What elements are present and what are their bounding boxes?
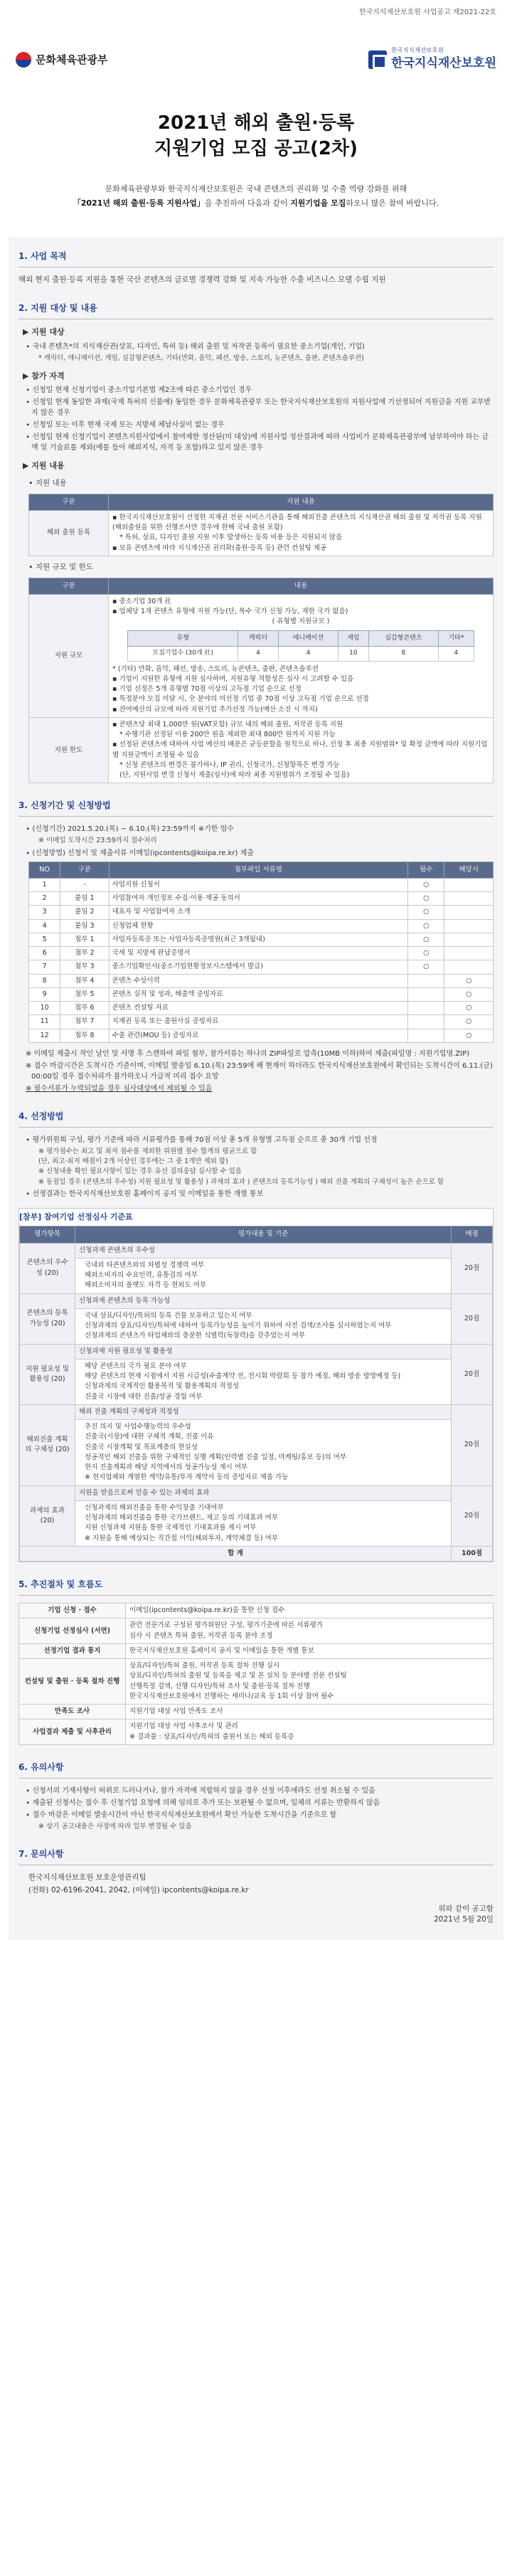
- target-item: ∙ 국내 콘텐츠*의 지식재산권(상표, 디자인, 특허 등) 해외 출원 및 저작권 등록이 필요한 중소기업(개인, 기업): [26, 342, 365, 351]
- caution-note: ※ 상기 공고내용은 사정에 따라 일부 변경될 수 있음: [38, 1822, 192, 1830]
- eval-row: [20, 1308, 493, 1344]
- eval-points: 20점: [452, 1404, 493, 1485]
- eval-criterion-heading: 지원을 받음으로써 얻을 수 있는 과제의 효과: [75, 1485, 452, 1500]
- content-subheading: ▶ 지원 내용: [23, 461, 65, 471]
- doc-no-cell: 7: [29, 960, 60, 974]
- table-header: 내용: [109, 578, 494, 594]
- contact-info[interactable]: (전화) 02-6196-2041, 2042, (이메일) ipcontents@koipa.re.kr: [28, 1885, 249, 1894]
- process-desc: 관련 전문가로 구성된 평가위원단 구성, 평가기준에 따른 서류평가 심사 시 콘텐츠 특허 출원, 저작권 등록 분야 조정: [126, 1618, 494, 1644]
- process-step: 선정기업 결과 통지: [19, 1643, 126, 1658]
- eval-points: 20점: [452, 1293, 493, 1344]
- eval-item: 신청과제의 해외진출을 통한 국가브랜드, 제고 등의 기대효과 여부: [85, 1514, 278, 1522]
- eval-row: [20, 1500, 493, 1546]
- table-row: [29, 974, 494, 987]
- eval-criterion-heading: 해외 진출 계획의 구체성과 적정성: [75, 1404, 452, 1419]
- selection-note: (단, 최고·최저 배점이 2개 이상인 경우에는 그 중 1개만 제외 함): [38, 1157, 228, 1166]
- contact-org: 한국지식재산보호원 보호운영관리팀: [28, 1873, 146, 1882]
- table-row: [29, 878, 494, 891]
- doc-req-cell: [408, 1002, 444, 1015]
- eval-row: [20, 1404, 493, 1419]
- table-category: 지원 규모: [29, 594, 109, 717]
- eval-items: [75, 1308, 452, 1344]
- table-cell: ▪ 중소기업 30개 社 ▪ 업체당 1개 콘텐츠 유형에 지원 가능(단, 복수 국가 신청 가능, 제한 국가 없음) ( 유형별 지원규모 ) 유형 캐릭터 애니메이션 게임 실감형콘텐츠 기타* 모집기업수 (30개 社) 4 4 10 8 4 * (기타) 만화, 음악, 패션, 방송, 스토리, 뉴콘텐츠, 출판, 콘텐츠솔루션 ▪ 기업이 지원한 유형에 지원 심사하며, 지원유형 적합성은 심사 시 고려할 수 있음 ▪ 기업 선정은 5개 유형별 70점 이상의 고득점 기업 순으로 선정 ▪ 특정분야 모집 미달 시, 全 분야의 미선정 기업 중 70점 이상 고득점 기업 순으로 선정 ▪ 잔여예산의 규모에 따라 지원기업 추가선정 가능(예산 소진 시 까지): [109, 594, 494, 717]
- application-note: ※ 필수서류가 누락되었을 경우 심사대상에서 제외될 수 있음: [26, 1084, 213, 1093]
- doc-doc-cell: 사업자등록증 또는 사업자등록증명원(최근 3개월내): [109, 933, 408, 946]
- quota-value: 4: [439, 647, 474, 662]
- table-header: 평가항목: [20, 1226, 75, 1243]
- table-header: 배점: [452, 1226, 493, 1243]
- doc-req-cell: [408, 974, 444, 987]
- doc-req-cell: ○: [408, 906, 444, 919]
- total-points: 100점: [452, 1546, 493, 1561]
- doc-no-cell: 11: [29, 1015, 60, 1029]
- koipa-logo-subtext: 한국지식재산보호원: [391, 47, 444, 54]
- doc-no-cell: 4: [29, 919, 60, 933]
- eval-item: 지원 신청과제 지원을 통한 국제적인 기대효과를 제시 여부: [85, 1524, 257, 1532]
- quota-header: 애니메이션: [278, 630, 338, 647]
- doc-req-cell: ○: [408, 960, 444, 974]
- process-desc: 상표/디자인/특허 출원, 저작권 등록 절차 진행 실시 상표/디자인/특허의 출원 및 등록을 제고 및 본 설치 등 분야별 전문 컨설팅 선행특정 검색, 선행 디자인/특허 조사 및 출원·등록 절차 진행 한국지식재산보호원에서 진행하는 세미나/교육 등 1회 이상 참여 필수: [126, 1659, 494, 1705]
- doc-no-cell: 1: [29, 878, 60, 891]
- doc-opt-cell: [444, 960, 494, 974]
- doc-opt-cell: ○: [444, 1015, 494, 1029]
- process-step: 사업결과 제출 및 사후관리: [19, 1719, 126, 1745]
- evaluation-criteria-box: [18, 1208, 494, 1562]
- content-sublabel: ∙ 지원 내용: [28, 478, 67, 487]
- table-row: [29, 987, 494, 1001]
- koipa-logo: [368, 46, 496, 73]
- process-step: 기업 신청 · 접수: [19, 1604, 126, 1618]
- period-note: ※ 이메일 도착시간 23:59까지 접수처리: [38, 837, 157, 845]
- table-row: [29, 919, 494, 933]
- doc-no-cell: 12: [29, 1029, 60, 1042]
- table-header: 구분: [29, 494, 109, 510]
- process-row: [19, 1705, 494, 1719]
- doc-doc-cell: 신청업체 현황: [109, 919, 408, 933]
- eligibility-item: ∙ 신청일 현재 신청기업이 콘텐츠지원사업에서 참여제한 정산된(미 대상)에 지원사업 정산결과에 따라 사업비가 문화체육관광부에 납부하여야 하는 금액 및 기술료를 제외(예를 들어 해외지식, 자격 등 포함)하고 있지 않은 경우: [26, 433, 489, 452]
- doc-doc-cell: 국세 및 지방세 완납증명서: [109, 947, 408, 960]
- table-row: [29, 1029, 494, 1042]
- table-row: [29, 1015, 494, 1029]
- caution-item: ∙ 접수 마감은 이메일 발송시간이 아닌 한국지식재산보호원에서 확인 가능한 도착시간을 기준으로 함: [26, 1811, 337, 1819]
- doc-doc-cell: 사업참여자 개인정보 수집·이용 제공 동의서: [109, 892, 408, 906]
- ministry-logo-text: 문화체육관광부: [36, 53, 108, 66]
- eval-criterion-heading: 신청과제 콘텐츠의 우수성: [75, 1243, 452, 1258]
- doc-doc-cell: 수출 관련(MOU 등) 증빙자료: [109, 1029, 408, 1042]
- eval-row: [20, 1243, 493, 1258]
- doc-doc-cell: 지재권 등록 또는 출원사실 증빙자료: [109, 1015, 408, 1029]
- section-process-heading: 5. 추진절차 및 흐름도: [18, 1579, 103, 1590]
- doc-opt-cell: ○: [444, 987, 494, 1001]
- quota-header: 캐릭터: [238, 630, 278, 647]
- divider: [18, 1127, 494, 1128]
- doc-opt-cell: [444, 878, 494, 891]
- eval-row: [20, 1344, 493, 1359]
- selection-note: ※ 동점일 경우 (콘텐츠의 우수성) 지원 필요성 및 활용성 ) 과제의 효과 ) 콘텐츠의 등록가능성 ) 해외 진출 계획의 구체성이 높은 순으로 함: [38, 1177, 444, 1186]
- table-row: [29, 960, 494, 974]
- eval-row: [20, 1420, 493, 1486]
- purpose-text: 해외 현지 출원·등록 지원을 통한 국산 콘텐츠의 글로벌 경쟁력 강화 및 지속 가능한 수출 비즈니스 모델 수립 지원: [18, 275, 386, 285]
- doc-cat-cell: 붙임 2: [60, 906, 109, 919]
- doc-cat-cell: 첨부 3: [60, 960, 109, 974]
- caution-item: ∙ 신청서의 기재사항이 허위로 드러나거나, 참가 자격에 적합하지 않을 경우 선정 이후에라도 선정 취소될 수 있음: [26, 1786, 375, 1795]
- application-period: ∙ (신청기간) 2021.5.20.(목) ~ 6.10.(목) 23:59까지 ※기한 엄수: [26, 825, 234, 834]
- quota-value: 4: [238, 647, 278, 662]
- eval-item: 해외소비자의 플랫도 자격 등 현외도 여부: [85, 1281, 207, 1290]
- doc-opt-cell: ○: [444, 974, 494, 987]
- process-step: 만족도 조사: [19, 1705, 126, 1719]
- doc-cat-cell: 첨부 2: [60, 947, 109, 960]
- quota-header: 유형: [128, 630, 238, 647]
- eval-points: 20점: [452, 1485, 493, 1546]
- doc-doc-cell: 사업지원 신청서: [109, 878, 408, 891]
- doc-cat-cell: 붙임 3: [60, 919, 109, 933]
- doc-no-cell: 10: [29, 1002, 60, 1015]
- eval-category: 콘텐츠의 등록 가능성 (20): [20, 1293, 75, 1344]
- process-row: [19, 1643, 494, 1658]
- eval-items: [75, 1420, 452, 1486]
- doc-doc-cell: 콘텐츠 수상이력: [109, 974, 408, 987]
- eligibility-item: ∙ 신청일 현재 동일한 과제(국제 특허의 신품에) 동일한 경우 문화체육관광부 또는 한국지식재산보호원의 지원사업에 기선정되어 지원금을 지원 교부받지 않은 경우: [26, 398, 491, 418]
- eligibility-item: ∙ 신청일 또는 이후 현재 국제 또는 지방세 체납사실이 없는 경우: [26, 421, 225, 430]
- doc-cat-cell: -: [60, 878, 109, 891]
- quota-value: 8: [368, 647, 438, 662]
- eval-item: 신청과제의 콘텐츠가 타업체와의 충분한 식별력(독창력)을 갖추었는지 여부: [85, 1332, 306, 1340]
- doc-doc-cell: 콘텐츠 컨설팅 자료: [109, 1002, 408, 1015]
- eligibility-subheading: ▶ 참가 자격: [23, 371, 65, 381]
- table-cell: ▪ 콘텐츠당 최대 1,000만 원(VAT포함) 규모 내의 해외 출원, 저작권 등록 지원 * 수행기관 선정된 이용 200만 원을 제외한 최대 800만 원까지 지원 가능 ▪ 선정된 콘텐츠에 대하여 사업 예산의 배분은 균등분할을 원칙으로 하나, 선정 후 최종 지원범위* 및 확정 금액에 따라 지원기업별 지원금액이 조정될 수 있음 * 신청 콘텐츠의 변경은 불가하나, IP 권리, 신청국가, 신청항목은 변경 가능 (단, 지원사업 변경 신청서 제출(심사)에 따라 최종 지원범위가 조정될 수 있음): [109, 717, 494, 783]
- koipa-mark-icon: [368, 51, 387, 69]
- doc-req-cell: [408, 1029, 444, 1042]
- table-header: 구분: [60, 862, 109, 878]
- support-scale-table: [28, 578, 494, 784]
- doc-no-cell: 5: [29, 933, 60, 946]
- eval-criterion-heading: 신청과제 지원 필요성 및 활용성: [75, 1344, 452, 1359]
- process-row: [19, 1719, 494, 1745]
- table-header: 지원 내용: [109, 494, 494, 510]
- quota-header: 실감형콘텐츠: [368, 630, 438, 647]
- koipa-logo-text: 한국지식재산보호원: [391, 56, 496, 71]
- eval-category: 과제의 효과 (20): [20, 1485, 75, 1546]
- quota-header: 게임: [338, 630, 368, 647]
- eval-item: 국내외 타콘텐츠와의 차별성 경쟁력 여부: [85, 1261, 205, 1269]
- section-application-heading: 3. 신청기간 및 신청방법: [18, 800, 111, 811]
- eval-item: 해당 콘텐츠의 국가 필요 분야 여부: [85, 1362, 187, 1370]
- selection-text: ∙ 평가위원회 구성, 평가 기준에 따라 서류평가를 통해 70점 이상 총 5개 유형별 고득점 순으로 총 30개 기업 선정: [26, 1135, 378, 1144]
- eval-items: [75, 1359, 452, 1404]
- eval-row: [20, 1359, 493, 1404]
- section-selection-heading: 4. 선정방법: [18, 1111, 64, 1121]
- doc-req-cell: ○: [408, 878, 444, 891]
- divider: [18, 816, 494, 817]
- doc-doc-cell: 중소기업확인서(중소기업현황정보시스템에서 발급): [109, 960, 408, 974]
- doc-cat-cell: 첨부 1: [60, 933, 109, 946]
- eval-category: 해외진출 계획의 구체성 (20): [20, 1404, 75, 1485]
- eval-item: ※ 현지업체와 계열한 계약/유통/투자 계약서 등의 증빙자료 제출 가능: [85, 1473, 289, 1482]
- quota-value: 10: [338, 647, 368, 662]
- doc-cat-cell: 첨부 6: [60, 1002, 109, 1015]
- eval-item: 진출국 시장에 대한 진출/성공 경험 여부: [85, 1392, 203, 1401]
- application-note: ※ 접수 마감시간은 도착시간 기준이며, 이메일 발송일 6.10.(목) 23:59에 해 현재이 하더라도 한국지식재산보호원에서 확인되는 도착시간이 6.11.(금) 00:00일 경우 접수처리가 불가하오니 가급적 미리 접수 요망: [26, 1061, 493, 1081]
- eval-item: 국내 상표/디자인/특허의 등록 건물 보유하고 있는지 여부: [85, 1311, 252, 1320]
- ministry-logo: [16, 52, 107, 68]
- eval-row: [20, 1258, 493, 1293]
- process-step: 컨설팅 및 출원 · 등록 절차 진행: [19, 1659, 126, 1705]
- process-row: [19, 1604, 494, 1618]
- scale-sublabel: ∙ 지원 규모 및 한도: [28, 562, 93, 571]
- evaluation-title: [참부] 참여기업 선정심사 기준표: [19, 1209, 493, 1226]
- table-header: NO: [29, 862, 60, 878]
- doc-opt-cell: [444, 919, 494, 933]
- quota-header: 기타*: [439, 630, 474, 647]
- doc-opt-cell: [444, 892, 494, 906]
- table-row: [29, 892, 494, 906]
- process-desc: 지원기업 대상 사업 만족도 조사: [126, 1705, 494, 1719]
- doc-doc-cell: 콘텐츠 실적 및 성과, 해출액 증빙자료: [109, 987, 408, 1001]
- eval-items: [75, 1500, 452, 1546]
- doc-cat-cell: 첨부 8: [60, 1029, 109, 1042]
- eval-item: 신청과제의 국제적인 활용목적 및 활용계획의 적정성: [85, 1382, 239, 1391]
- eval-item: 진출국(시장)에 대한 구체적 계획, 진출 이유: [85, 1433, 214, 1441]
- process-row: [19, 1659, 494, 1705]
- eval-category: 콘텐츠의 우수성 (20): [20, 1243, 75, 1293]
- doc-no-cell: 3: [29, 906, 60, 919]
- eval-item: 해당 콘텐츠의 현재 시점에서 지원 시급성(수출계약 전, 전시회 박람회 등 참가 예정, 해외 방송 방영예정 등): [85, 1372, 401, 1381]
- doc-cat-cell: 붙임 1: [60, 892, 109, 906]
- divider: [18, 1595, 494, 1596]
- table-row: [29, 933, 494, 946]
- doc-no-cell: 6: [29, 947, 60, 960]
- doc-req-cell: ○: [408, 919, 444, 933]
- eval-criterion-heading: 신청과제 콘텐츠의 등록 가능성: [75, 1293, 452, 1308]
- evaluation-table: [19, 1226, 493, 1562]
- notice-body: [9, 237, 503, 1940]
- eligibility-item: ∙ 신청일 현재 신청기업이 중소기업기본법 제2조에 따른 중소기업인 경우: [26, 386, 252, 395]
- eval-item: 진출국 시장계획 및 목표계층의 현실성: [85, 1443, 198, 1451]
- section-contact-heading: 7. 문의사항: [18, 1849, 64, 1860]
- doc-cat-cell: 첨부 5: [60, 987, 109, 1001]
- quota-value: 4: [278, 647, 338, 662]
- doc-doc-cell: 대표자 및 사업참여자 소개: [109, 906, 408, 919]
- doc-cat-cell: 첨부 7: [60, 1015, 109, 1029]
- application-note: ※ 이메일 제출시 작인 날인 및 서명 후 스캔하여 파일 첨부, 참가서류는 하나의 ZIP파일로 압축(10MB 이하)하여 제출(파일명 : 지원기업명.ZIP): [26, 1049, 470, 1058]
- table-header: 필수: [408, 862, 444, 878]
- documents-table: [28, 862, 494, 1043]
- table-cell: ▪ 한국지식재산보호원이 선정한 지재권 전문 서비스기관을 통해 해외진출 콘텐츠의 지식재산권 해외 출원 및 저작권 등록 지원 (해외출원을 위한 선행조사만 경우에 한해 국내 출원 포함) * 특허, 상표, 디자인 출원 지원 이후 발생하는 등록 비용 등은 지원되지 않음 ▪ 보유 콘텐츠에 따라 지식재산권 권리화(출원·등록 등) 관련 컨설팅 제공: [109, 510, 494, 556]
- doc-req-cell: [408, 1015, 444, 1029]
- doc-no-cell: 9: [29, 987, 60, 1001]
- process-table: [18, 1603, 494, 1745]
- doc-opt-cell: ○: [444, 1002, 494, 1015]
- eval-item: 현지 진출계획과 해당 지역에서의 성공가능성 제시 여부: [85, 1463, 248, 1472]
- process-step: 신청기업 선정심사 (서면): [19, 1618, 126, 1644]
- eval-items: [75, 1258, 452, 1293]
- doc-req-cell: ○: [408, 892, 444, 906]
- eval-item: ※ 지원을 통해 예상되는 직간접 이익(해외투자, 계약체결 등) 여부: [85, 1534, 278, 1542]
- doc-no-cell: 8: [29, 974, 60, 987]
- process-desc: 한국지식재산보호원 홈페이지 공지 및 이메일을 통한 개별 통보: [126, 1643, 494, 1658]
- section-caution-heading: 6. 유의사항: [18, 1761, 64, 1772]
- signoff: 위와 같이 공고함 2021년 5월 20일: [434, 1904, 494, 1924]
- table-row: [29, 947, 494, 960]
- doc-opt-cell: [444, 947, 494, 960]
- table-category: 지원 한도: [29, 717, 109, 783]
- doc-req-cell: [408, 987, 444, 1001]
- table-row: [29, 1002, 494, 1015]
- section-purpose-heading: 1. 사업 목적: [18, 251, 67, 262]
- section-target-heading: 2. 지원 대상 및 내용: [18, 303, 97, 314]
- support-content-table: [28, 494, 494, 556]
- table-row: [29, 906, 494, 919]
- table-header: 해당시: [444, 862, 494, 878]
- divider: [18, 1778, 494, 1779]
- doc-opt-cell: [444, 933, 494, 946]
- eval-item: 신청과제의 상표/디자인/특허에 대하여 등록가능성을 높이기 위하여 사전 검색/조사를 실시하였는지 여부: [85, 1322, 392, 1330]
- eval-item: 성공적인 해외 진출을 위한 구체적인 실행 계획(인력별 진출 일정, 마케팅/홍보 등)의 여부: [85, 1453, 347, 1461]
- eval-points: 20점: [452, 1243, 493, 1293]
- eval-category: 지원 필요성 및 활용성 (20): [20, 1344, 75, 1404]
- process-row: [19, 1618, 494, 1644]
- application-method: ∙ (신청방법) 신청서 및 제출서류 이메일(ipcontents@koipa.re.kr) 제출: [26, 849, 254, 857]
- process-desc: 지원기업 대상 사업 사후조사 및 관리 ※ 결과물 : 상표/디자인/특허의 출원서 또는 해외 등록증: [126, 1719, 494, 1745]
- table-header: 평가내용 및 기준: [75, 1226, 452, 1243]
- selection-text: ∙ 선정결과는 한국지식재산보호원 홈페이지 공지 및 이메일을 통한 개별 통보: [26, 1189, 264, 1198]
- eval-points: 20점: [452, 1344, 493, 1404]
- target-subheading: ▶ 지원 대상: [23, 327, 65, 337]
- logo-bar: [0, 18, 512, 82]
- selection-note: ※ 신청내용 확인 필요사항이 있는 경우 유선 질의응답 실시할 수 있음: [38, 1167, 242, 1176]
- target-note: * 캐릭터, 애니메이션, 게임, 실감형콘텐츠, 기타(만화, 음악, 패션, 방송, 스토리, 뉴콘텐츠, 출판, 콘텐츠솔루션): [38, 354, 364, 362]
- eval-row: [20, 1293, 493, 1308]
- doc-req-cell: ○: [408, 933, 444, 946]
- eval-row: [20, 1485, 493, 1500]
- doc-no-cell: 2: [29, 892, 60, 906]
- process-desc: 이메일(ipcontents@koipa.re.kr)을 통한 신청 접수: [126, 1604, 494, 1618]
- notice-number: 한국지식재산보호원 사업공고 제2021-22호: [358, 9, 496, 16]
- taeguk-icon: [16, 52, 31, 68]
- doc-cat-cell: 첨부 4: [60, 974, 109, 987]
- table-header: 구분: [29, 578, 109, 594]
- total-label: 합 계: [20, 1546, 452, 1561]
- eval-item: 추진 의지 및 사업수행능력의 우수성: [85, 1423, 191, 1431]
- type-quota-table: [127, 630, 474, 662]
- page-title: 2021년 해외 출원·등록 지원기업 모집 공고(2차): [154, 112, 358, 160]
- table-category: 해외 출원 등록: [29, 510, 109, 556]
- doc-opt-cell: [444, 906, 494, 919]
- eval-item: 해외소비자의 수요인력, 유통검의 여부: [85, 1271, 198, 1280]
- intro-text: 문화체육관광부와 한국지식재산보호원은 국내 콘텐츠의 권리화 및 수출 역량 강화를 위해 「2021년 해외 출원·등록 지원사업」을 추진하여 다음과 같이 지원기업을 모집하오니 많은 참여 바랍니다.: [73, 184, 439, 208]
- doc-opt-cell: ○: [444, 1029, 494, 1042]
- doc-req-cell: ○: [408, 947, 444, 960]
- eval-item: 신청과제의 해외진출을 통한 수익창출 기대여부: [85, 1503, 224, 1512]
- quota-row-label: 모집기업수 (30개 社): [128, 647, 238, 662]
- selection-note: ※ 평가점수는 최고 및 최저 점수를 제외한 위원별 점수 합계의 평균으로 함: [38, 1147, 257, 1155]
- caution-item: ∙ 제출된 신청서는 접수 후 신청기업 요청에 의해 임의로 추가 또는 보완될 수 없으며, 일체의 서류는 반환하지 않음: [26, 1798, 380, 1807]
- table-header: 첨부파일 서류명: [109, 862, 408, 878]
